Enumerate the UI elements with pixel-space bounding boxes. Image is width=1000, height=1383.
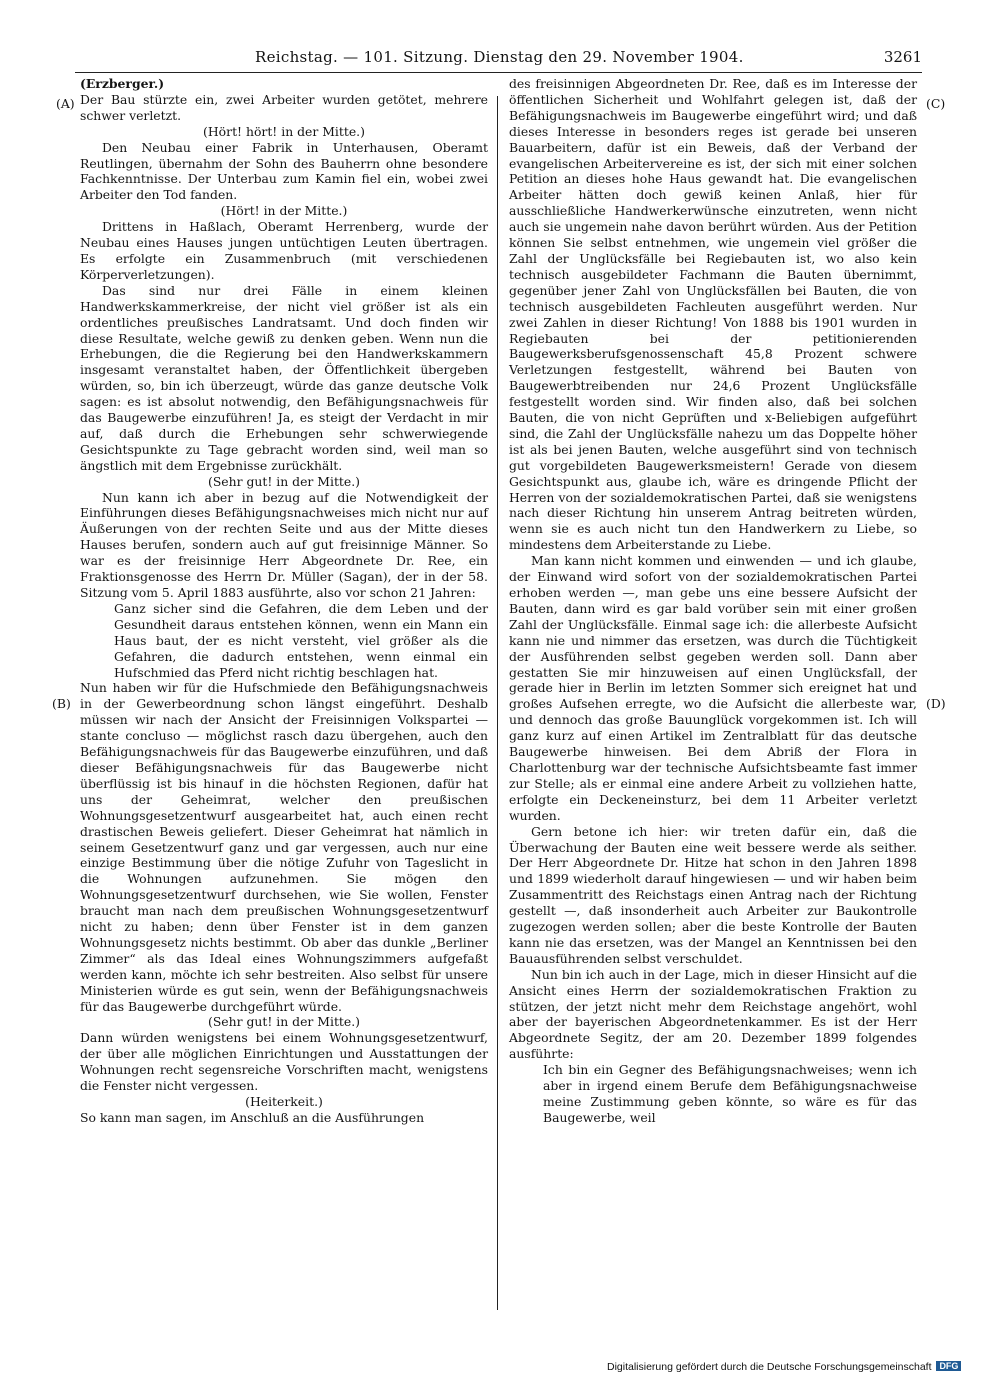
margin-marker-b: (B) (52, 696, 71, 711)
paragraph: Den Neubau einer Fabrik in Unterhausen, Oberamt Reutlingen, übernahm der Sohn des Bauherrn ohne besondere Fachkenntnisse. Der Unterbau zum Kamin fiel ein, wobei zwei Arbeiter den Tod fanden. (80, 139, 488, 203)
quotation: Ganz sicher sind die Gefahren, die dem Leben und der Gesundheit daraus entstehen können, wenn ein Mann ein Haus baut, der es nicht versteht, viel größer als die Gefahren, die dadurch entstehen, wenn einmal ein Hufschmied das Pferd nicht richtig beschlagen hat. (114, 600, 488, 680)
margin-marker-c: (C) (926, 96, 946, 111)
paragraph: des freisinnigen Abgeordneten Dr. Ree, daß es im Interesse der öffentlichen Sicherheit und Wohlfahrt gelegen ist, daß der Befähigungsnachweis im Baugewerbe eingeführt wird; und daß dieses Interesse in besonders reges ist gerade bei unseren Bauarbeitern, dafür ist ein Beweis, daß der Verband der evangelischen Arbeitervereine es ist, der sich mit einer solchen Petition an dieses hohe Haus gewandt hat. Die evangelischen Arbeiter hätten doch gewiß keinen Anlaß, hier für ausschließliche Handwerkerwünsche einzutreten, wenn nicht auch sie ungemein nahe davon berührt würden. Aus der Petition können Sie selbst entnehmen, wie ungemein viel größer die Zahl der Unglücksfälle bei Regiebauten ist, wo also kein technisch ausgebildeter Fachmann die Bauten übernimmt, gegenüber jener Zahl von Unglücksfällen bei Bauten, die von technisch ausgebildeten Fachleuten ausgeführt werden. Nur zwei Zahlen in dieser Richtung! Von 1888 bis 1901 wurden in Regiebauten bei der petitionierenden Baugewerksberufsgenossenschaft 45,8 Prozent schwere Verletzungen festgestellt, während bei Bauten von Baugewerbtreibenden nur 24,6 Prozent Unglücksfälle festgestellt worden sind. Wir finden also, daß bei solchen Bauten, die von nicht Geprüften und x-Beliebigen aufgeführt sind, die Zahl der Unglücksfälle nahezu um das Doppelte höher ist als bei jenen Bauten, welche ausgeführt sind von technisch gut vorgebildeten Baugewerksmeistern! Gerade von diesem Gesichtspunkt aus, glaube ich, wäre es dringende Pflicht der Herren von der sozialdemokratischen Partei, daß sie wenigstens nach dieser Richtung hin unserem Antrag beitreten würden, wenn sie es auch nicht tun den Handwerkern zu Liebe, so mindestens dem Arbeiterstande zu Liebe. (509, 76, 917, 553)
footer-text: Digitalisierung gefördert durch die Deutsche Forschungsgemeinschaft (607, 1361, 932, 1373)
page-number: 3261 (883, 48, 922, 66)
paragraph: Der Bau stürzte ein, zwei Arbeiter wurden getötet, mehrere schwer verletzt. (80, 91, 488, 123)
paragraph: Drittens in Haßlach, Oberamt Herrenberg, wurde der Neubau eines Hauses jungen untüchtigen Leuten übertragen. Es erfolgte ein Zusammenbruch (mit verschiedenen Körperverletzungen). (80, 219, 488, 282)
paragraph: Gern betone ich hier: wir treten dafür ein, daß die Überwachung der Bauten eine weit bessere werde als seither. Der Herr Abgeordnete Dr. Hitze hat schon in den Jahren 1898 und 1899 wiederholt darauf hingewiesen — und wir haben beim Zusammentritt des Reichstags einen Antrag nach der Richtung gestellt —, daß insonderheit auch Arbeiter zur Baukontrolle zugezogen werden sollen; aber die beste Kontrolle der Bauten kann nie das ersetzen, was der Mangel an Kenntnissen bei den Bauausführenden selbst verschuldet. (509, 823, 917, 966)
interjection: (Hört! hört! in der Mitte.) (203, 123, 365, 139)
paragraph: Nun kann ich aber in bezug auf die Notwendigkeit der Einführungen dieses Befähigungsnachweises mich nicht nur auf Äußerungen von der rechten Seite und aus der Mitte dieses Hauses berufen, sondern auch auf gut freisinnige Männer. So war es der freisinnige Herr Abgeordnete Dr. Ree, ein Fraktionsgenosse des Herrn Dr. Müller (Sagan), der in der 58. Sitzung vom 5. April 1883 ausführte, also vor schon 21 Jahren: (80, 489, 488, 600)
interjection: (Sehr gut! in der Mitte.) (207, 1014, 361, 1030)
running-title: Reichstag. — 101. Sitzung. Dienstag den 29. November 1904. (255, 48, 744, 66)
paragraph: Das sind nur drei Fälle in einem kleinen Handwerkskammerkreise, der nicht viel größer ist als ein ordentliches preußisches Landratsamt. Und doch finden wir diese Resultate, welche gewiß zu denken geben. Wenn nun die Erhebungen, die die Regierung bei den Handwerkskammern insgesamt veranstaltet haben, der Öffentlichkeit übergeben würden, so, bin ich überzeugt, würde das ganze deutsche Volk sagen: es ist absolut notwendig, den Befähigungsnachweis für das Baugewerbe einzuführen! Ja, es steigt der Verdacht in mir auf, daß durch die Erhebungen sehr schwerwiegende Gesichtspunkte zu Tage gebracht worden sind, weil man so ängstlich mit dem Ergebnisse zurückhält. (80, 282, 488, 473)
quotation: Ich bin ein Gegner des Befähigungsnachweises; wenn ich aber in irgend einem Berufe dem Befähigungsnachweise meine Zustimmung geben könnte, so wäre es für das Baugewerbe, weil (543, 1062, 917, 1125)
margin-marker-d: (D) (926, 696, 946, 711)
column-divider (497, 96, 498, 1310)
paragraph: Dann würden wenigstens bei einem Wohnungsgesetzentwurf, der über alle möglichen Einrichtungen und Ausstattungen der Wohnungen recht segensreiche Vorschriften macht, wenigstens die Fenster nicht vergessen. (80, 1030, 488, 1094)
footer-credit (607, 1361, 961, 1373)
dfg-logo: DFG (936, 1361, 961, 1371)
interjection: (Sehr gut! in der Mitte.) (207, 473, 361, 489)
paragraph: So kann man sagen, im Anschluß an die Ausführungen (80, 1109, 425, 1125)
interjection: (Heiterkeit.) (245, 1094, 323, 1109)
speaker-name: (Erzberger.) (80, 76, 165, 91)
paragraph: Man kann nicht kommen und einwenden — und ich glaube, der Einwand wird sofort von der sozialdemokratischen Partei erhoben werden —, man gebe uns eine bessere Aufsicht der Bauten, dann wird es gar bald vorüber sein mit einer großen Zahl der Unglücksfälle. Einmal sage ich: die allerbeste Aufsicht kann nie und nimmer das ersetzen, was durch die Tüchtigkeit der Ausführenden selbst gegeben werden soll. Dann aber gestatten Sie mir hinzuweisen auf einen Unglücksfall, der gerade hier in Berlin im letzten Sommer sich ereignet hat und großes Aufsehen erregte, wo die Aufsicht die allerbeste war, und dennoch das große Bauunglück vorgekommen ist. Ich will ganz kurz auf einen Artikel im Zentralblatt für das deutsche Baugewerbe hinweisen. Bei dem Abriß der Flora in Charlottenburg war der technische Aufsichtsbeamte fast immer zur Stelle; als er einmal eine andere Arbeit zu vollziehen hatte, erfolgte ein Deckeneinsturz, bei dem 11 Arbeiter verletzt wurden. (509, 553, 917, 823)
page-header (60, 48, 922, 72)
left-column (80, 76, 488, 1126)
paragraph: Nun bin ich auch in der Lage, mich in dieser Hinsicht auf die Ansicht eines Herrn der sozialdemokratischen Fraktion zu stützen, der jetzt nicht mehr dem Reichstage angehört, wohl aber der bayerischen Abgeordnetenkammer. Es ist der Herr Abgeordnete Segitz, der am 20. Dezember 1899 folgendes ausführte: (509, 966, 917, 1062)
paragraph: Nun haben wir für die Hufschmiede den Befähigungsnachweis in der Gewerbeordnung schon längst eingeführt. Deshalb müssen wir nach der Ansicht der Freisinnigen Volkspartei — stante concluso — möglichst rasch dazu übergehen, auch den Befähigungsnachweis für das Baugewerbe einzuführen, und daß dieser Befähigungsnachweis für das Baugewerbe nicht überflüssig ist bis hinauf in die höchsten Regionen, dafür hat uns der Geheimrat, welcher den preußischen Wohnungsgesetzentwurf ausgearbeitet hat, auch einen recht drastischen Beweis geliefert. Dieser Geheimrat hat nämlich in seinem Gesetzentwurf ganz und gar vergessen, auch nur eine einzige Bestimmung über die nötige Zufuhr von Tageslicht in die Wohnungen aufzunehmen. Sie mögen den Wohnungsgesetzentwurf durchsehen, wie Sie wollen, Fenster braucht man nach dem preußischen Wohnungsgesetzentwurf nicht zu haben; denn über Fenster ist in dem ganzen Wohnungsgesetz nichts bestimmt. Ob aber das dunkle „Berliner Zimmer“ als das Ideal eines Wohnungszimmers aufgefaßt werden kann, möchte ich sehr bestreiten. Also selbst für unsere Ministerien würde es gut sein, wenn der Befähigungsnachweis für das Baugewerbe durchgeführt würde. (80, 680, 488, 1014)
margin-marker-a: (A) (56, 96, 75, 111)
header-rule (75, 72, 922, 73)
right-column (509, 76, 917, 1126)
interjection: (Hört! in der Mitte.) (220, 203, 348, 219)
